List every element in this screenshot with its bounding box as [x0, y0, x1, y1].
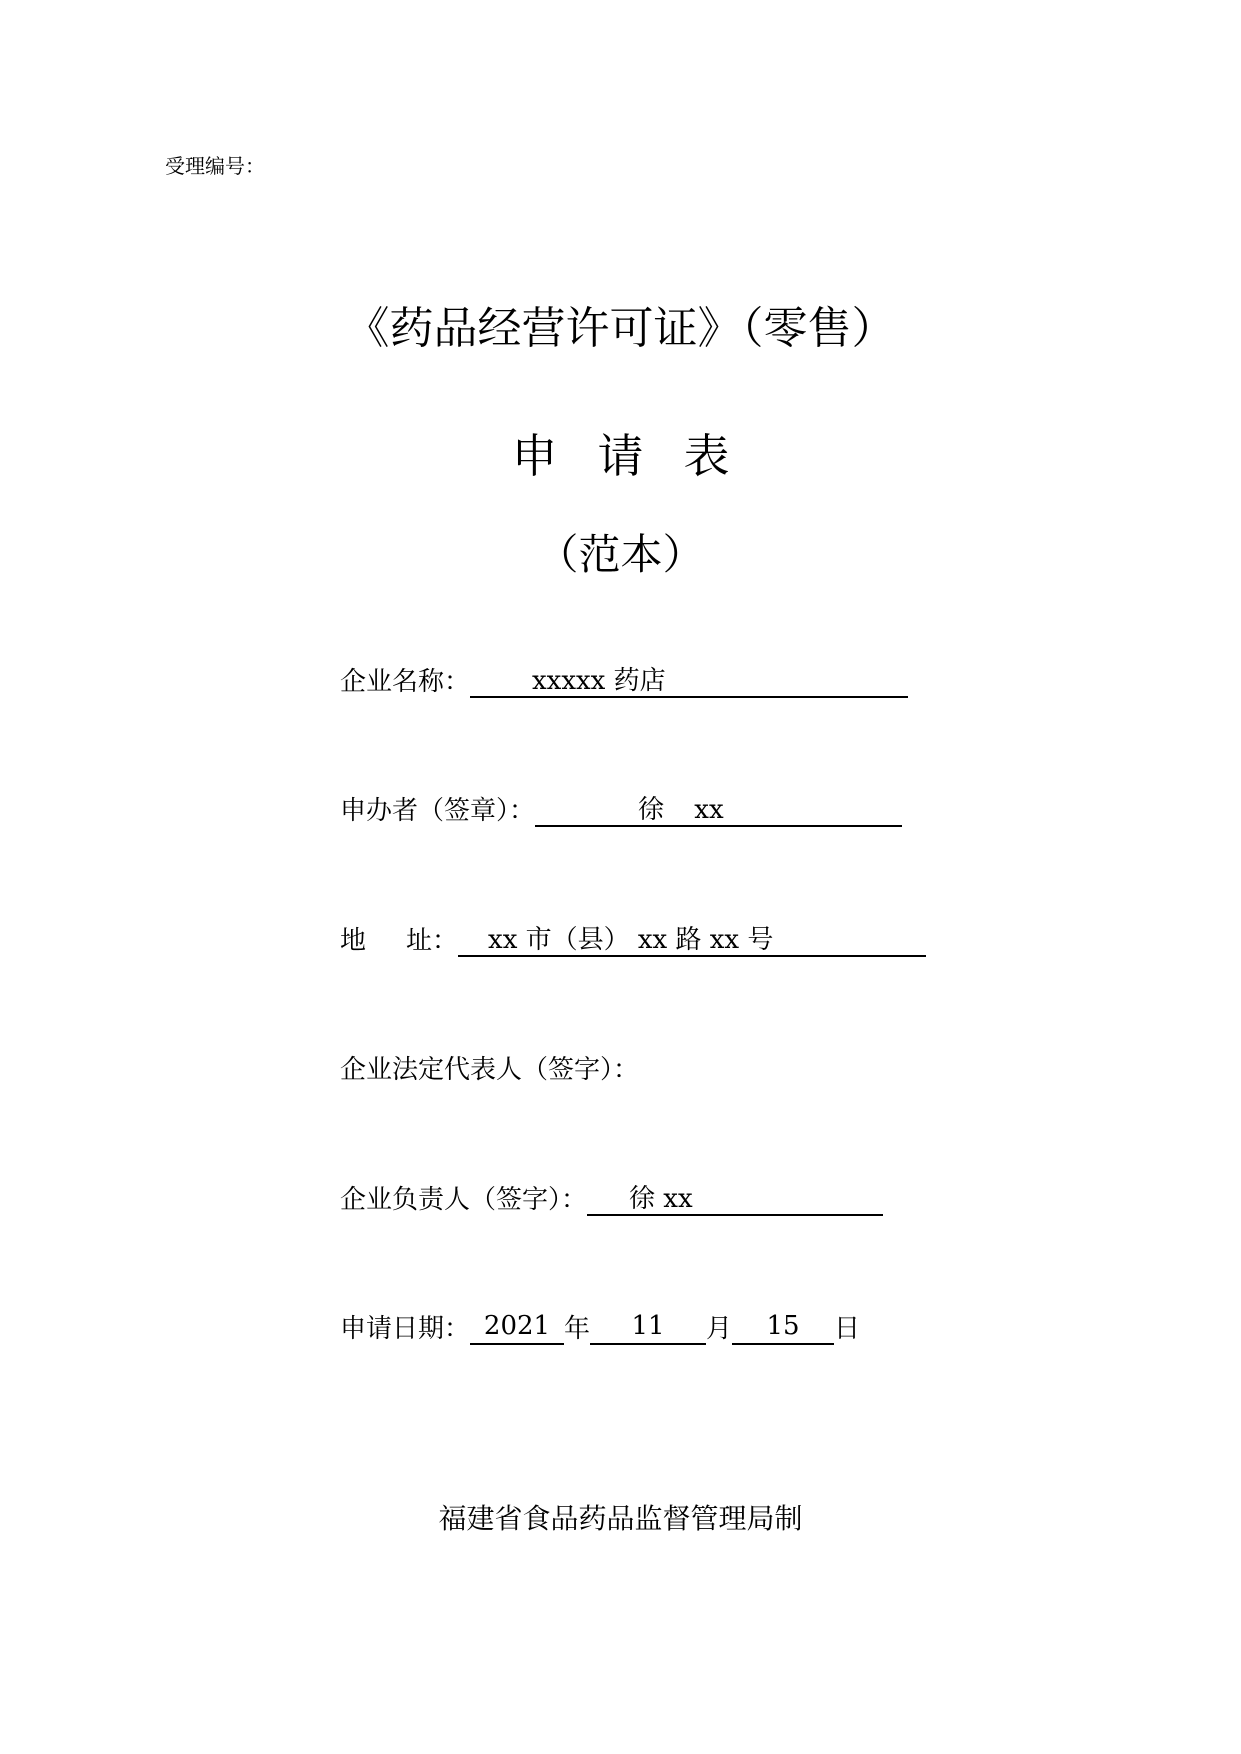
document-title: 《药品经营许可证》（零售）	[345, 303, 896, 354]
applicant-field[interactable]	[535, 793, 902, 827]
date-month-field[interactable]: 11	[590, 1309, 706, 1345]
date-year-field[interactable]: 2021	[470, 1309, 564, 1345]
address-label-part-b: 址：	[406, 926, 459, 956]
company-name-field[interactable]	[470, 664, 908, 698]
address-field[interactable]	[458, 923, 926, 957]
document-subtitle: 申请表	[511, 429, 770, 483]
principal-row	[340, 1176, 883, 1216]
principal-label: 企业负责人（签字）：	[340, 1185, 588, 1215]
address-label	[340, 920, 458, 957]
company-name-row	[340, 658, 908, 698]
company-name-value: xxxxx 药店	[532, 666, 666, 696]
date-year-unit: 年	[564, 1314, 591, 1344]
acceptance-number-label: 受理编号：	[165, 154, 265, 178]
principal-field[interactable]	[587, 1182, 883, 1216]
applicant-label: 申办者（签章）：	[340, 796, 536, 826]
address-label-part-a: 地	[340, 926, 367, 956]
company-name-label: 企业名称：	[340, 667, 471, 697]
date-month-unit: 月	[706, 1314, 733, 1344]
sample-label: （范本）	[536, 530, 705, 579]
date-day-field[interactable]: 15	[732, 1309, 834, 1345]
application-date-label: 申请日期：	[340, 1314, 471, 1344]
issuing-authority: 福建省食品药品监督管理局制	[438, 1502, 803, 1535]
address-value: xx 市（县） xx 路 xx 号	[488, 925, 774, 955]
date-day-unit: 日	[834, 1314, 861, 1344]
application-date-row	[340, 1305, 860, 1345]
address-row	[340, 917, 926, 957]
principal-value: 徐 xx	[629, 1184, 693, 1214]
legal-representative-row	[340, 1046, 639, 1086]
applicant-row	[340, 787, 902, 827]
applicant-value: 徐 xx	[638, 795, 724, 825]
legal-representative-label: 企业法定代表人（签字）：	[340, 1055, 640, 1085]
